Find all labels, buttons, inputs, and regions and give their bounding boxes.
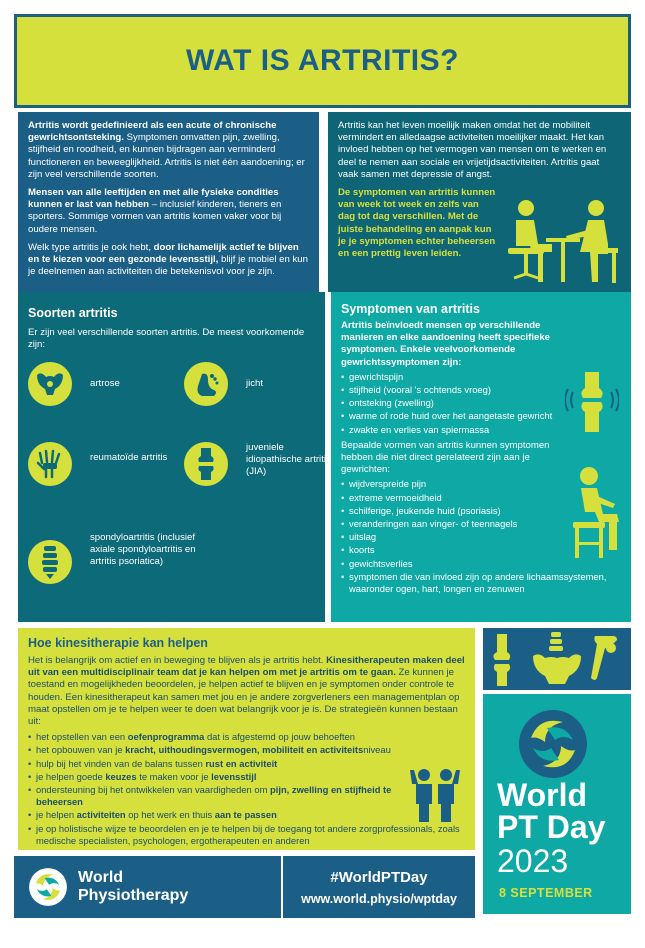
type-label-rheumatoid: reumatoïde artritis <box>90 452 168 463</box>
type-label-spondyloarthritis: spondyloartritis (inclusief axiale spondyloartritis en artritis psoriatica) <box>90 532 196 567</box>
bones-icons <box>483 628 631 690</box>
physio-heading: Hoe kinesitherapie kan helpen <box>28 636 208 650</box>
world-pt-day-logo-icon <box>517 708 589 780</box>
joint-symptom-item: • stijfheid (vooral 's ochtends vroeg) <box>341 384 567 396</box>
other-symptom-item: • wijdverspreide pijn <box>341 478 616 490</box>
joint-symptom-item: • warme of rode huid over het aangetaste gewricht <box>341 410 567 422</box>
physio-strategy-pre: je helpen goede <box>36 770 106 782</box>
other-symptom-item: • veranderingen aan vinger- of teennagels <box>341 518 616 530</box>
intro-panel <box>18 112 319 292</box>
pelvis-icon <box>28 362 72 406</box>
types-heading: Soorten artritis <box>28 306 118 320</box>
pelvis-bone-icon <box>533 654 581 684</box>
type-item-jia <box>184 442 332 486</box>
event-website-link[interactable]: www.world.physio/wptday <box>301 891 457 906</box>
knee-pain-icon <box>565 372 619 432</box>
physio-strategy-pre: het opstellen van een <box>36 731 128 743</box>
type-label-jia: juveniele idiopathische artritis (JIA) <box>246 442 331 477</box>
org-name-line1: World <box>78 869 124 886</box>
world-physiotherapy-logo[interactable] <box>14 856 281 918</box>
symptoms-intro: Artritis beïnvloedt mensen op verschillende manieren en elke aandoening heeft specifieke symptomen. Enkele veelvoorkomende gewrichtssymptomen zijn: <box>341 320 551 368</box>
intro-active-start: Welk type artritis je ook hebt, <box>28 241 154 253</box>
world-physiotherapy-logo-icon <box>28 867 68 907</box>
knee-joint-icon <box>184 442 228 486</box>
physio-strategy-bold: kracht, uithoudingsvermogen, mobiliteit en activiteits <box>125 744 364 756</box>
title-bar <box>14 14 631 108</box>
physio-strategy-bold: pijn, zwelling en stijfheid te beheersen <box>36 784 392 808</box>
physio-strategy-pre: hulp bij het vinden van de balans tussen <box>36 757 206 769</box>
type-item-osteoarthritis <box>28 362 120 406</box>
org-name-line2: Physiotherapy <box>78 887 189 904</box>
symptoms-panel <box>331 292 631 622</box>
other-symptom-item: • extreme vermoeidheid <box>341 492 616 504</box>
joint-symptom-item: • ontsteking (zwelling) <box>341 397 567 409</box>
intro-definition-rest: Symptomen omvatten pijn, zwelling, stijfheid en roodheid, en kunnen bijdragen aan verminderd functioneren en beweeglijkheid. Artritis is niet één aandoening; er zijn veel verschillende soorten. <box>28 132 305 180</box>
bones-panel <box>483 628 631 690</box>
other-symptoms-intro: Bepaalde vormen van artritis kunnen symptomen hebben die niet direct gerelateerd zijn aan je gewrichten: <box>341 439 550 476</box>
joint-symptom-item: • gewrichtspijn <box>341 371 567 383</box>
physio-strategy-pre: je op holistische wijze te beoordelen en je te helpen bij de toegang tot andere zorgprofessionals, zoals medische specialisten, psychologen, ergotherapeuten en anderen <box>36 822 460 846</box>
physio-strategy-bold: rust en activiteit <box>205 757 278 769</box>
physio-strategy-post: dat is afgestemd op jouw behoeften <box>204 731 355 743</box>
physio-strategy-bold2: levensstijl <box>211 770 257 782</box>
type-label-osteoarthritis: artrose <box>90 378 120 389</box>
physio-strategy-post: te maken voor je <box>136 770 212 782</box>
impact-highlight: De symptomen van artritis kunnen van week tot week en zelfs van dag tot dag verschillen. Met de juiste behandeling en aanpak kun je je symptomen echter beheersen en een prettig leven leiden. <box>338 187 496 260</box>
event-pt-day: PT Day <box>497 809 606 845</box>
seated-person-icon <box>559 466 625 562</box>
type-item-spondyloarthritis <box>28 532 210 584</box>
intro-who-rest: – inclusief kinderen, tieners en sporters. Sommige vormen van artritis komen vaker voor bij oudere mensen. <box>28 199 282 235</box>
physio-strategy-item <box>28 809 408 821</box>
physio-paragraph <box>28 655 465 728</box>
physio-paragraph-rest: Ze kunnen je toestand en mogelijkheden beoordelen, je helpen actief te blijven en je symptomen onder controle te houden. Een kinesitherapeut kan samen met jou en je andere zorgverleners een managementplan op maat opstellen om je te helpen weer te doen wat belangrijk voor je is. De strategieën kunnen bestaan uit: <box>28 667 460 728</box>
other-symptom-item: • schilferige, jeukende huid (psoriasis) <box>341 505 616 517</box>
joint-symptom-item: • zwakte en verlies van spiermassa <box>341 424 567 436</box>
other-symptom-item: • uitslag <box>341 531 616 543</box>
intro-paragraph-1 <box>28 120 309 181</box>
other-symptom-item: • gewichtsverlies <box>341 558 616 570</box>
physio-strategy-bold: oefenprogramma <box>127 731 205 743</box>
other-symptom-item: • symptomen die van invloed zijn op andere lichaamssystemen, waaronder ogen, hart, longen en zenuwen <box>341 571 616 595</box>
physio-strategies-list <box>28 731 465 847</box>
type-item-gout <box>184 362 263 406</box>
knee-bone-icon <box>493 634 510 660</box>
physio-strategy-pre: het opbouwen van je <box>36 744 126 756</box>
intro-active-rest: blijf je mobiel en kun je deelnemen aan activiteiten die betekenisvol voor je zijn. <box>28 254 308 278</box>
page-title: WAT IS ARTRITIS? <box>186 44 459 77</box>
physio-strategy-bold2: aan te passen <box>214 809 277 821</box>
physio-strategy-bold: activiteiten <box>76 809 126 821</box>
physio-strategy-post: op het werk en thuis <box>125 809 215 821</box>
consultation-icon <box>498 198 624 288</box>
physio-paragraph-start: Het is belangrijk om actief en in beweging te blijven als je artritis hebt. <box>28 655 327 666</box>
intro-paragraph-3 <box>28 242 309 279</box>
impact-panel <box>328 112 631 292</box>
physio-strategy-item <box>28 758 465 770</box>
event-year: 2023 <box>497 843 569 879</box>
other-symptom-item: • koorts <box>341 544 616 556</box>
physio-strategy-pre: je helpen <box>36 809 77 821</box>
world-pt-day-panel <box>483 694 631 914</box>
physio-strategy-item <box>28 731 465 743</box>
intro-active-bold: door lichamelijk actief te blijven en te kiezen voor een gezonde levensstijl, <box>28 241 299 266</box>
physio-strategy-item <box>28 823 465 847</box>
intro-who: Mensen van alle leeftijden en met alle fysieke condities kunnen er last van hebben <box>28 187 279 211</box>
people-together-icon <box>410 766 460 822</box>
type-item-rheumatoid <box>28 442 170 486</box>
physio-strategy-bold: keuzes <box>105 770 137 782</box>
foot-icon <box>184 362 228 406</box>
symptoms-heading: Symptomen van artritis <box>341 302 480 316</box>
physio-strategy-pre: ondersteuning bij het ontwikkelen van vaardigheden om <box>36 784 271 796</box>
intro-paragraph-2 <box>28 187 309 236</box>
physio-panel <box>18 628 475 850</box>
type-label-gout: jicht <box>246 378 264 389</box>
event-date: 8 SEPTEMBER <box>499 886 593 900</box>
org-name <box>78 869 188 905</box>
physio-strategy-item <box>28 744 465 756</box>
hashtag: #WorldPTDay <box>330 868 428 886</box>
intro-definition: Artritis wordt gedefinieerd als een acute of chronische gewrichtsontsteking. <box>28 120 277 144</box>
physio-paragraph-bold: Kinesitherapeuten maken deel uit van een multidisciplinair team dat je kan helpen om met je artritis om te gaan. <box>28 655 465 679</box>
hand-bones-icon <box>28 442 72 486</box>
impact-text: Artritis kan het leven moeilijk maken omdat het de mobiliteit vermindert en alledaagse activiteiten moeilijker maakt. Het kan invloed hebben op het vermogen van mensen om te werken en deel te nemen aan sociale en vrijetijdsactiviteiten. Artritis gaat vaak samen met depressie of angst. <box>338 120 607 180</box>
footer-links <box>283 856 475 918</box>
physio-strategy-item <box>28 771 408 783</box>
shoulder-bone-icon <box>591 636 617 680</box>
types-intro: Er zijn veel verschillende soorten artritis. De meest voorkomende zijn: <box>28 327 305 351</box>
types-panel <box>18 292 331 622</box>
physio-strategy-post: niveau <box>363 744 391 756</box>
joint-symptoms-list <box>341 371 567 436</box>
event-world: World <box>497 777 588 813</box>
spine-icon <box>28 540 72 584</box>
physio-strategy-item <box>28 784 408 808</box>
